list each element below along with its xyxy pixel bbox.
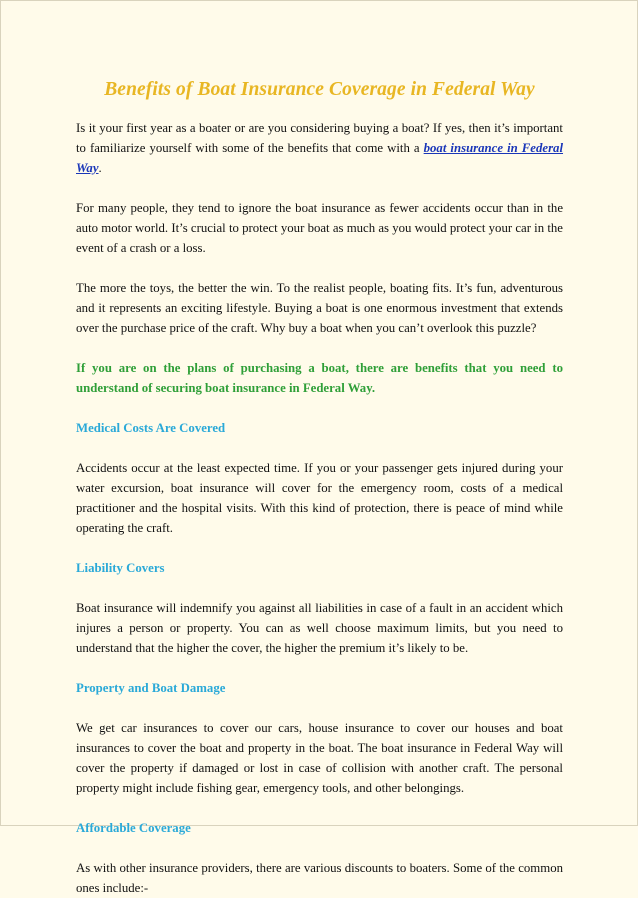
heading-property-damage: Property and Boat Damage xyxy=(76,681,226,695)
heading-liability-covers: Liability Covers xyxy=(76,561,165,575)
paragraph-2: For many people, they tend to ignore the boat insurance as fewer accidents occur than in the auto motor world. It’s crucial to protect your boat as much as you would protect your car in the event of a crash or a loss. xyxy=(76,201,563,255)
liability-covers-paragraph: Boat insurance will indemnify you against all liabilities in case of a fault in an accident which injures a person or property. You can as well choose maximum limits, but you need to understand that the higher the cover, the higher the premium it’s likely to be. xyxy=(76,601,563,655)
affordable-coverage-paragraph: As with other insurance providers, there are various discounts to boaters. Some of the common ones include:- xyxy=(76,861,563,895)
medical-costs-paragraph: Accidents occur at the least expected time. If you or your passenger gets injured during your water excursion, boat insurance will cover for the emergency room, costs of a medical practitioner and the hospital visits. With this kind of protection, there is peace of mind while operating the craft. xyxy=(76,461,563,535)
heading-medical-costs: Medical Costs Are Covered xyxy=(76,421,226,435)
boat-insurance-link[interactable]: boat insurance in Federal Way xyxy=(76,141,564,175)
property-damage-paragraph: We get car insurances to cover our cars, house insurance to cover our houses and boat insurances to cover the boat and property in the boat. The boat insurance in Federal Way will cover the property if damaged or lost in case of collision with another craft. The personal property might include fishing gear, emergency tools, and other belongings. xyxy=(76,721,563,795)
paragraph-3: The more the toys, the better the win. To the realist people, boating fits. It’s fun, adventurous and it represents an exciting lifestyle. Buying a boat is one enormous investment that extends over the purchase price of the craft. Why buy a boat when you can’t overlook this puzzle? xyxy=(76,281,563,335)
intro-text: Is it your first year as a boater or are you considering buying a boat? If yes, then it’s important to familiarize yourself with some of the benefits that come with a xyxy=(76,121,563,155)
intro-paragraph xyxy=(76,118,563,178)
heading-affordable-coverage: Affordable Coverage xyxy=(76,821,191,835)
document-content xyxy=(76,79,563,898)
intro-end: . xyxy=(98,161,102,175)
highlight-paragraph: If you are on the plans of purchasing a boat, there are benefits that you need to understand of securing boat insurance in Federal Way. xyxy=(76,361,563,395)
document-title: Benefits of Boat Insurance Coverage in Federal Way xyxy=(104,79,535,100)
